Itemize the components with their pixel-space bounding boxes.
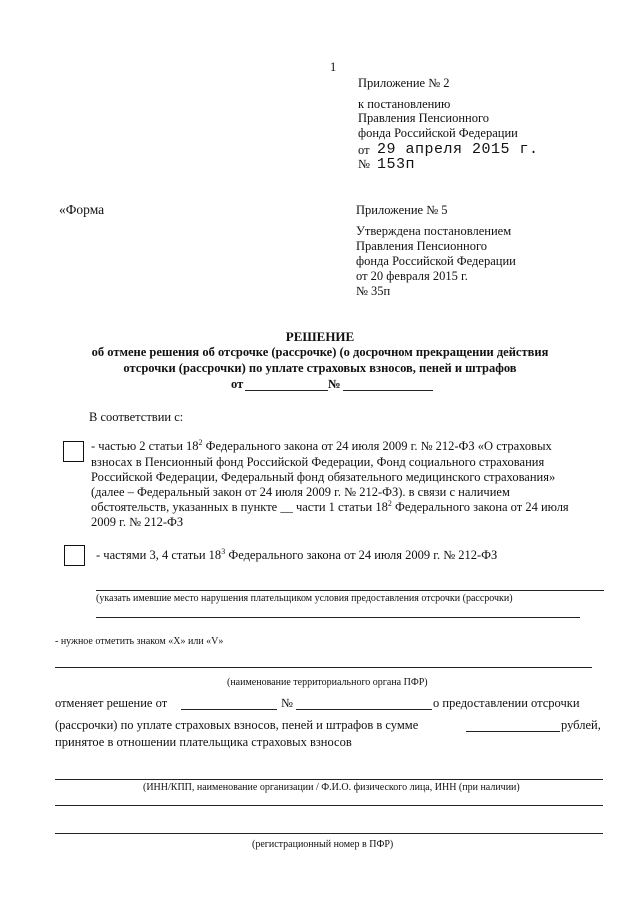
page-number: 1 [330, 60, 337, 74]
option-1-line3: Российской Федерации, Федеральный фонд обязательного медицинского страхования» [91, 470, 556, 484]
appendix-2-number: 153п [377, 156, 416, 173]
date-prefix: от [358, 143, 370, 157]
document-subtitle-2: отсрочки (рассрочки) по уплате страховых взносов, пеней и штрафов [123, 361, 517, 375]
according-to: В соответствии с: [89, 410, 184, 424]
option-1-checkbox[interactable] [63, 441, 84, 462]
number-prefix: № [358, 157, 370, 171]
document-subtitle-1: об отмене решения об отсрочке (рассрочке) (о досрочном прекращении действия [91, 345, 549, 359]
appendix-5-line5: № 35п [356, 284, 391, 298]
appendix-5-line1: Утверждена постановлением [356, 224, 512, 238]
amount-line[interactable] [466, 731, 560, 732]
option-1-line6: 2009 г. № 212-ФЗ [91, 515, 184, 529]
payer-line-2[interactable] [55, 805, 603, 806]
appendix-2-line2: Правления Пенсионного [358, 111, 490, 125]
date-label: от [231, 377, 244, 391]
appendix-2-line3: фонда Российской Федерации [358, 126, 518, 140]
date-line [245, 390, 328, 391]
cancels-line2-suffix: рублей, [561, 718, 601, 732]
appendix-5-title: Приложение № 5 [356, 203, 448, 217]
appendix-2-title: Приложение № 2 [358, 76, 450, 90]
option-1-line5: обстоятельств, указанных в пункте __ части 1 статьи $18^2$ Федерального закона от 24 июля [91, 499, 569, 514]
violation-caption: (указать имевшие место нарушения плательщиком условия предоставления отсрочки (рассрочки) [96, 593, 513, 604]
cancels-date-line[interactable] [181, 709, 277, 710]
option-1-line2: взносах в Пенсионный фонд Российской Федерации, Фонд социального страхования [91, 455, 545, 469]
number-line [343, 390, 433, 391]
form-label: «Форма [59, 202, 105, 217]
appendix-2-date: 29 апреля 2015 г. [377, 141, 539, 158]
option-2-checkbox[interactable] [64, 545, 85, 566]
document-title: РЕШЕНИЕ [285, 329, 355, 344]
cancels-line2-prefix: (рассрочки) по уплате страховых взносов, пеней и штрафов в сумме [55, 718, 419, 732]
note-mark: - нужное отметить знаком «X» или «V» [55, 636, 224, 647]
payer-line[interactable] [55, 779, 603, 780]
cancels-line3: принятое в отношении плательщика страховых взносов [55, 735, 352, 749]
reg-number-caption: (регистрационный номер в ПФР) [252, 839, 394, 850]
cancels-number: № [281, 696, 293, 710]
cancels-suffix: о предоставлении отсрочки [433, 696, 580, 710]
cancels-prefix: отменяет решение от [55, 696, 168, 710]
reg-number-line[interactable] [55, 833, 603, 834]
option-1-line1: - частью 2 статьи $18^2$ Федерального закона от 24 июля 2009 г. № 212-ФЗ «О страховых [91, 438, 552, 453]
option-2-text: - частями 3, 4 статьи $18^3$ Федерального закона от 24 июля 2009 г. № 212-ФЗ [96, 547, 498, 562]
appendix-5-line2: Правления Пенсионного [356, 239, 488, 253]
appendix-2-line1: к постановлению [358, 97, 451, 111]
violation-line-2[interactable] [96, 617, 580, 618]
violation-line[interactable] [96, 590, 604, 591]
pfr-body-caption: (наименование территориального органа ПФР) [227, 677, 428, 688]
appendix-5-line4: от 20 февраля 2015 г. [356, 269, 468, 283]
number-label: № [328, 377, 341, 391]
appendix-5-line3: фонда Российской Федерации [356, 254, 516, 268]
option-1-line4: (далее – Федеральный закон от 24 июля 2009 г. № 212-ФЗ). в связи с наличием [91, 485, 510, 499]
pfr-body-line[interactable] [55, 667, 592, 668]
payer-caption: (ИНН/КПП, наименование организации / Ф.И.О. физического лица, ИНН (при наличии) [143, 782, 520, 793]
cancels-number-line[interactable] [296, 709, 432, 710]
